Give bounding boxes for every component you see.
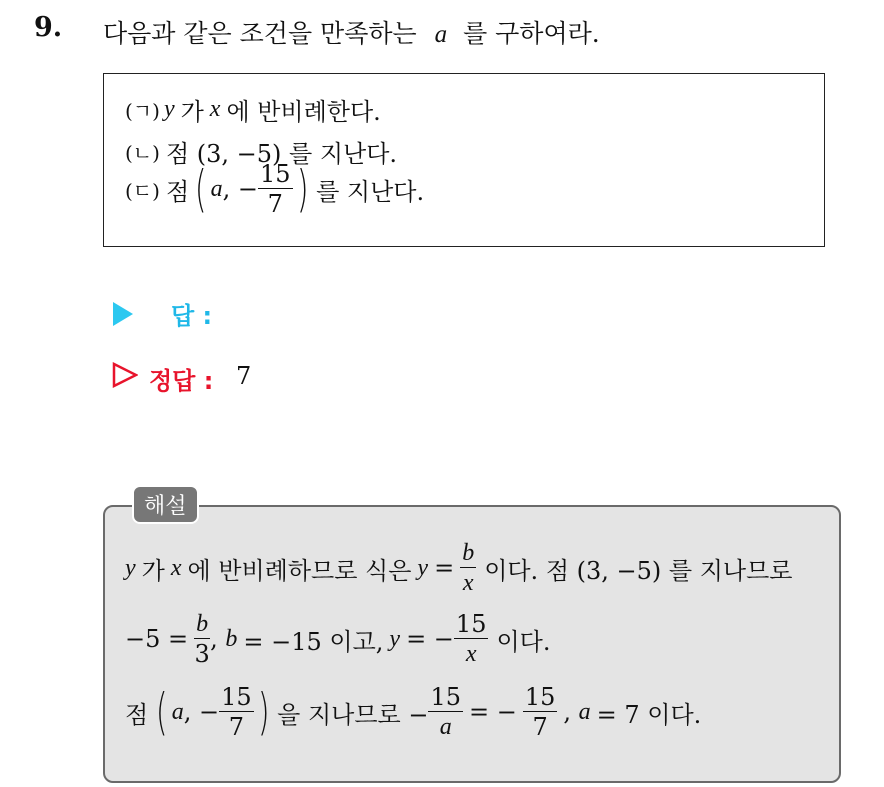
var-x: x xyxy=(209,96,221,122)
condition-marker: (ㄷ) xyxy=(125,178,160,203)
fraction xyxy=(454,612,489,666)
var-y: y xyxy=(417,554,429,581)
condition-text: 점 (3, −5) 를 지난다. xyxy=(165,140,398,168)
explanation-text: −5 = xyxy=(125,625,189,653)
answer-arrow-icon xyxy=(113,302,133,326)
var-x: x xyxy=(170,554,182,581)
fraction-numerator: 15 xyxy=(260,160,291,188)
explanation-text: 가 xyxy=(141,556,165,585)
explanation-text: = 7 이다. xyxy=(596,700,702,729)
question-text-after: 를 구하여라. xyxy=(463,19,600,48)
condition-text: 점 xyxy=(165,177,190,206)
fraction xyxy=(428,685,463,739)
var-y: y xyxy=(389,625,401,652)
condition-3 xyxy=(125,162,424,216)
question-text-before: 다음과 같은 조건을 만족하는 xyxy=(103,19,417,48)
fraction-numerator: b xyxy=(196,611,209,637)
fraction-denominator: 7 xyxy=(228,713,244,741)
fraction xyxy=(523,685,558,739)
fraction-numerator: 15 xyxy=(221,683,252,711)
condition-text: 가 xyxy=(180,98,204,126)
var-a: a xyxy=(210,175,223,202)
fraction-numerator: 15 xyxy=(455,610,487,638)
left-paren: ( xyxy=(156,683,168,741)
explanation-line-2 xyxy=(125,612,550,666)
minus-sign: , − xyxy=(222,175,259,203)
var-y: y xyxy=(163,96,175,122)
explanation-text: 점 xyxy=(125,700,149,729)
explanation-text: 을 지나므로 − xyxy=(277,700,429,729)
question-variable: a xyxy=(434,21,448,48)
explanation-text: 이다. xyxy=(496,627,551,656)
var-b: b xyxy=(225,625,238,652)
fraction xyxy=(258,162,293,216)
fraction-denominator: 7 xyxy=(532,713,548,741)
fraction-denominator: 3 xyxy=(194,640,210,668)
solution-arrow-icon xyxy=(112,362,138,388)
condition-text: 에 반비례한다. xyxy=(226,98,381,126)
fraction xyxy=(194,612,210,666)
explanation-text: , xyxy=(563,698,579,726)
explanation-text: = − xyxy=(468,698,517,726)
var-y: y xyxy=(125,554,136,581)
solution-value: 7 xyxy=(236,362,252,390)
fraction xyxy=(460,541,476,595)
explanation-text: 에 반비례하므로 식은 xyxy=(187,556,412,585)
equals-sign: = xyxy=(434,554,455,582)
explanation-line-1 xyxy=(125,541,792,595)
explanation-text: = −15 이고, xyxy=(243,627,384,656)
right-paren: ) xyxy=(296,160,309,218)
question-number: 9. xyxy=(34,12,63,43)
condition-marker: (ㄴ) xyxy=(125,141,160,165)
explanation-tag: 해설 xyxy=(132,485,199,524)
left-paren: ( xyxy=(195,160,207,218)
question-text xyxy=(103,14,600,50)
condition-text: 를 지난다. xyxy=(316,177,425,206)
explanation-text: 이다. 점 (3, −5) 를 지나므로 xyxy=(484,556,793,585)
fraction-denominator: x xyxy=(462,570,474,596)
explanation-line-3 xyxy=(125,685,701,739)
fraction xyxy=(219,685,254,739)
answer-label: 답 : xyxy=(171,302,213,330)
explanation-text: = − xyxy=(406,625,454,653)
solution-label: 정답 : xyxy=(149,367,214,395)
right-paren: ) xyxy=(257,683,270,741)
fraction-numerator: b xyxy=(462,540,475,566)
fraction-numerator: 15 xyxy=(524,683,556,711)
explanation-text: , xyxy=(210,625,226,653)
fraction-denominator: a xyxy=(439,714,452,740)
condition-1 xyxy=(125,92,381,127)
fraction-numerator: 15 xyxy=(430,683,461,711)
var-a: a xyxy=(171,698,184,725)
var-a: a xyxy=(578,698,591,725)
fraction-denominator: 7 xyxy=(267,190,283,218)
minus-sign: , − xyxy=(183,698,220,726)
condition-marker: (ㄱ) xyxy=(125,99,160,123)
fraction-denominator: x xyxy=(465,641,477,667)
